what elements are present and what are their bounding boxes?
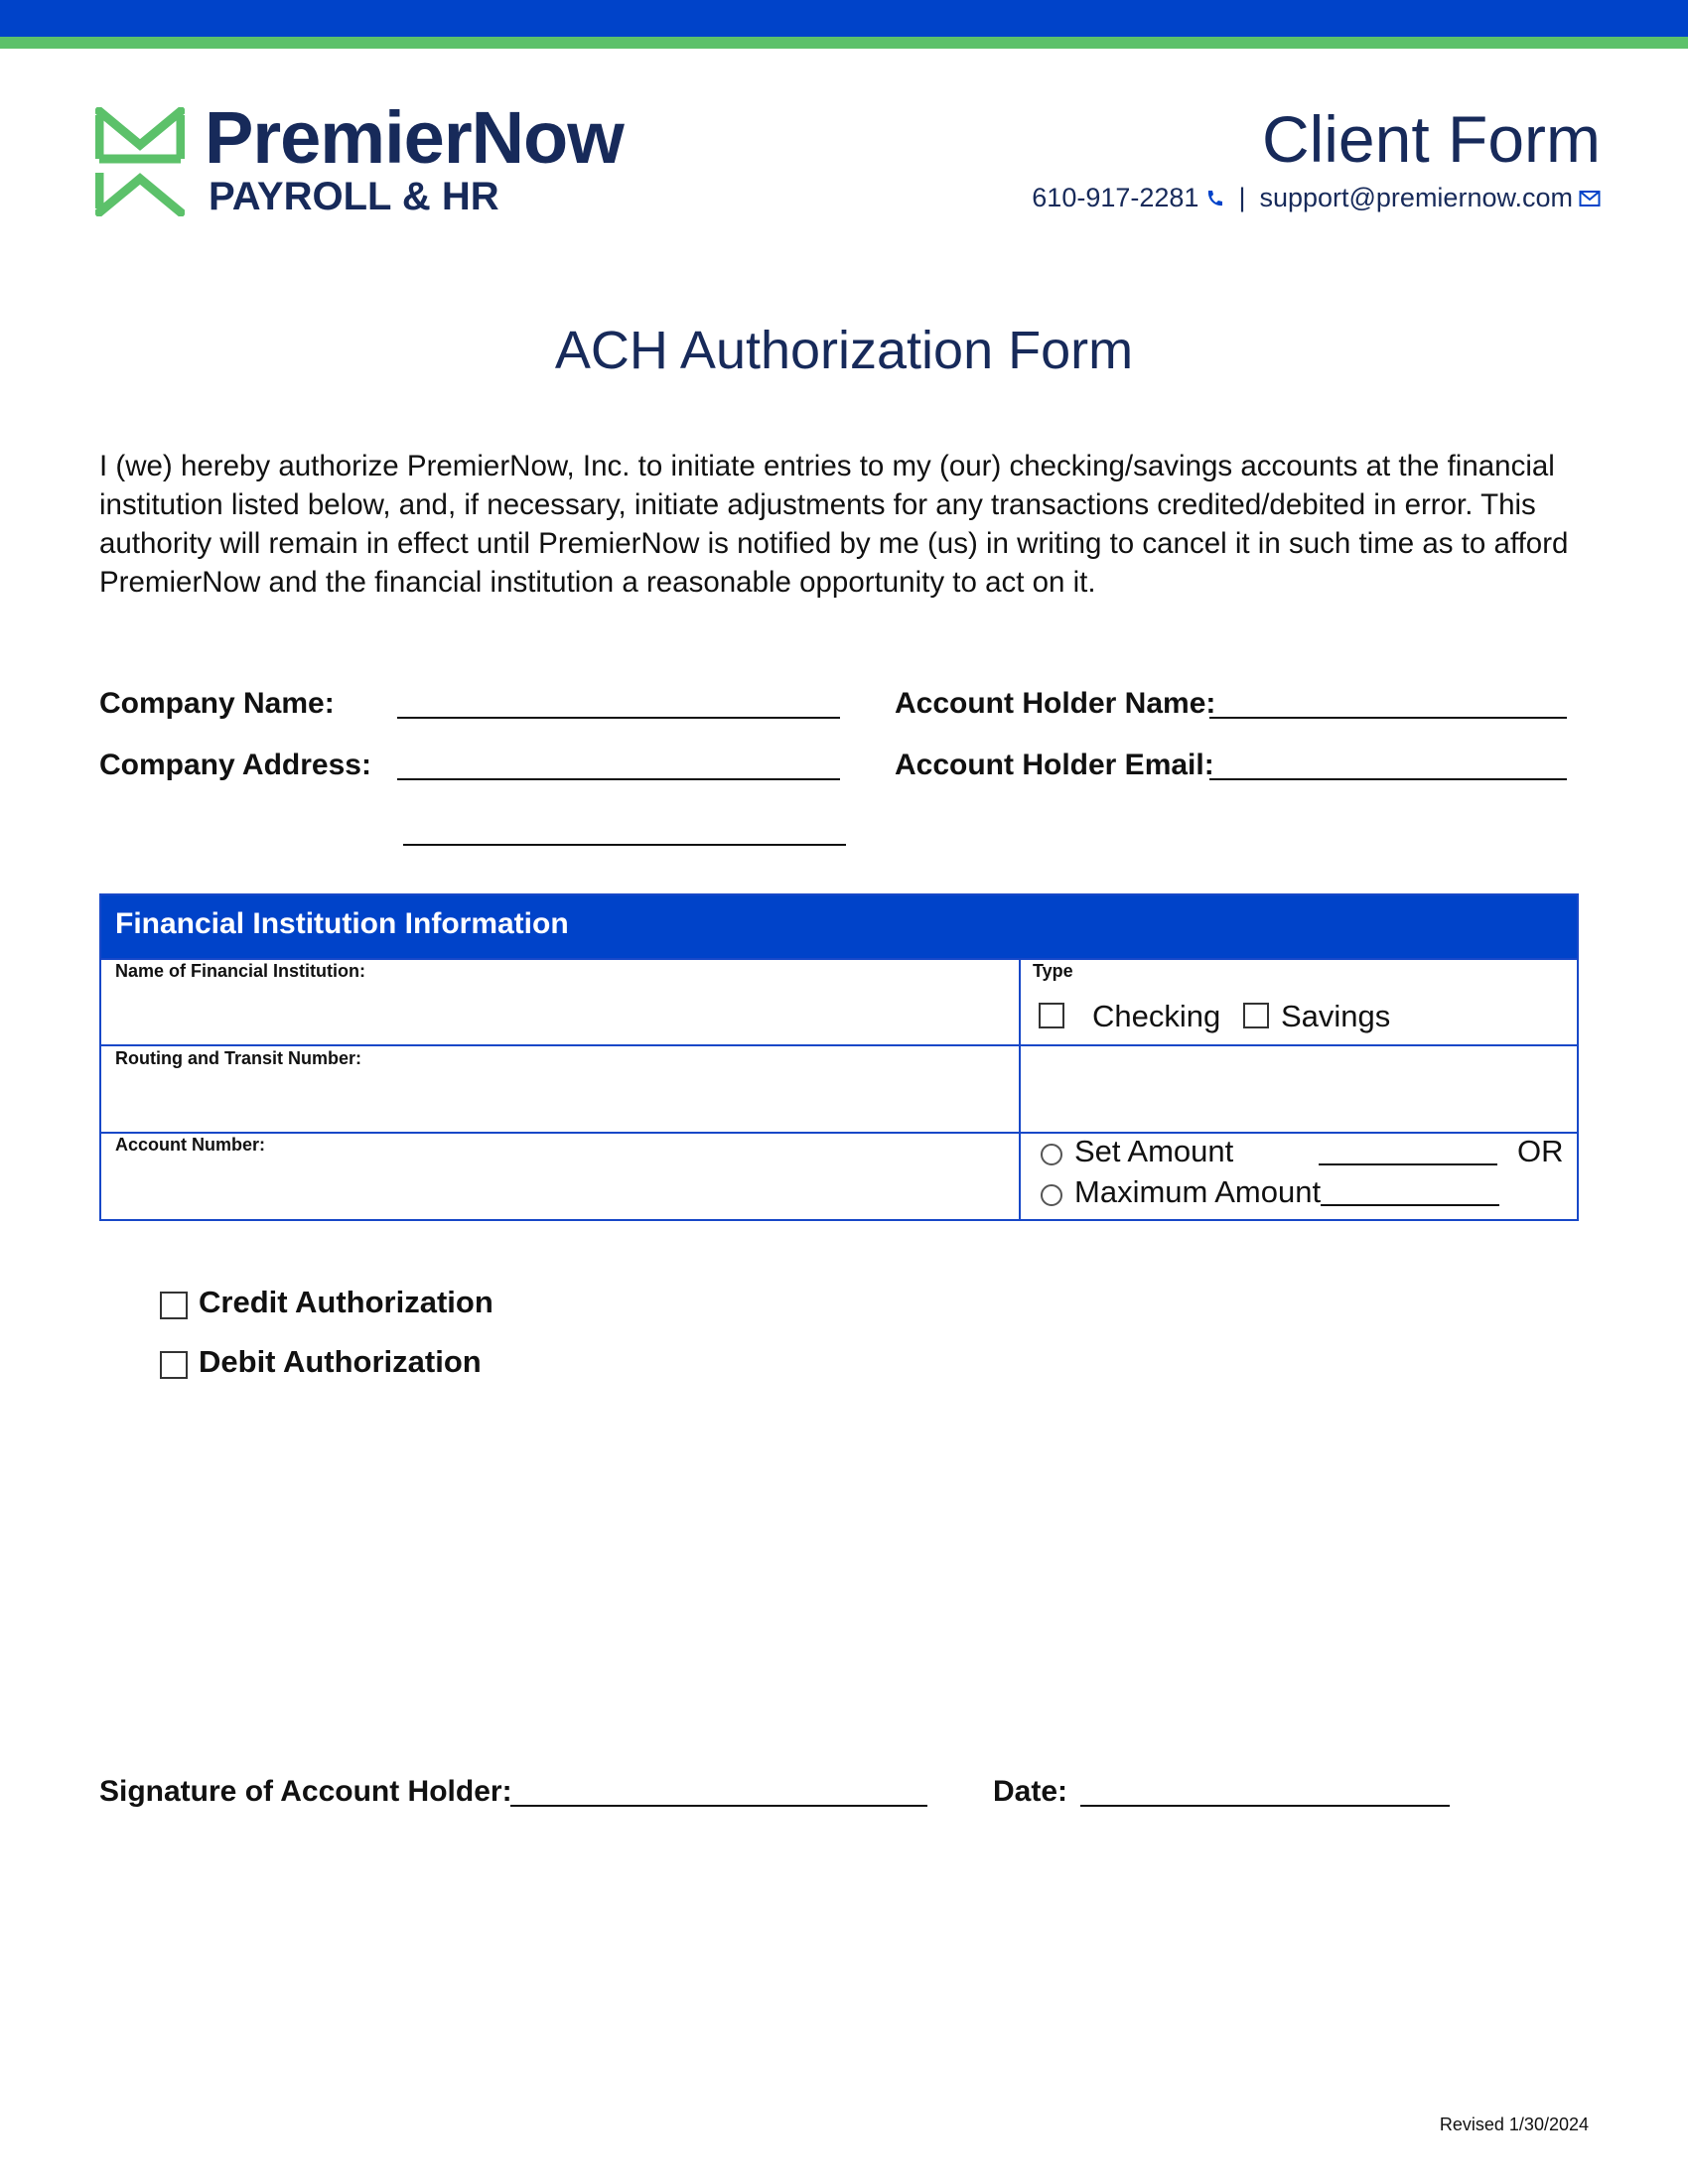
maximum-amount-line[interactable] bbox=[1321, 1204, 1499, 1206]
maximum-amount-radio[interactable] bbox=[1041, 1184, 1062, 1206]
set-amount-line[interactable] bbox=[1319, 1163, 1497, 1165]
envelope-icon bbox=[1579, 190, 1601, 207]
maximum-amount-label: Maximum Amount bbox=[1074, 1174, 1322, 1209]
contact-line bbox=[1032, 183, 1601, 213]
checking-checkbox[interactable] bbox=[1039, 1003, 1064, 1028]
set-amount-radio[interactable] bbox=[1041, 1144, 1062, 1165]
client-form-title: Client Form bbox=[1261, 102, 1601, 176]
financial-institution-header bbox=[101, 895, 1577, 959]
brand-name: PremierNow bbox=[205, 96, 624, 179]
phone-icon bbox=[1204, 189, 1224, 208]
signature-label: Signature of Account Holder: bbox=[99, 1775, 512, 1808]
support-email[interactable]: support@premiernow.com bbox=[1259, 183, 1573, 212]
set-amount-label: Set Amount bbox=[1074, 1134, 1234, 1168]
financial-institution-header-text: Financial Institution Information bbox=[115, 907, 569, 940]
contact-separator: | bbox=[1238, 183, 1246, 212]
brand-subtitle: PAYROLL & HR bbox=[209, 175, 499, 218]
savings-option-label: Savings bbox=[1281, 999, 1391, 1033]
account-holder-email-line[interactable] bbox=[1209, 778, 1567, 780]
credit-authorization-label: Credit Authorization bbox=[199, 1285, 493, 1319]
account-type-label: Type bbox=[1033, 961, 1073, 981]
table-divider bbox=[101, 1132, 1577, 1134]
account-holder-name-line[interactable] bbox=[1209, 717, 1567, 719]
credit-authorization-checkbox[interactable] bbox=[160, 1292, 188, 1319]
account-holder-name-label: Account Holder Name: bbox=[895, 687, 1216, 720]
financial-institution-table bbox=[99, 893, 1579, 1221]
date-line[interactable] bbox=[1080, 1805, 1450, 1807]
institution-name-label: Name of Financial Institution: bbox=[115, 961, 366, 981]
phone-number[interactable]: 610-917-2281 bbox=[1032, 183, 1199, 212]
authorization-paragraph: I (we) hereby authorize PremierNow, Inc. to initiate entries to my (our) checking/savings accounts at the financial institution listed below, and, if necessary, initiate adjustments for any transactions credited/debited in error. This authority will remain in effect until PremierNow is notified by me (us) in writing to cancel it in such time as to afford PremierNow and the financial institution a reasonable opportunity to act on it. bbox=[99, 450, 1569, 599]
table-column-divider bbox=[1019, 959, 1021, 1221]
debit-authorization-checkbox[interactable] bbox=[160, 1351, 188, 1379]
table-divider bbox=[101, 958, 1577, 960]
routing-number-label: Routing and Transit Number: bbox=[115, 1048, 362, 1068]
table-divider bbox=[101, 1044, 1577, 1046]
date-label: Date: bbox=[993, 1775, 1068, 1808]
top-brand-bar bbox=[0, 0, 1688, 37]
company-name-line[interactable] bbox=[397, 717, 840, 719]
debit-authorization-label: Debit Authorization bbox=[199, 1344, 482, 1379]
company-name-label: Company Name: bbox=[99, 687, 335, 720]
top-accent-bar bbox=[0, 37, 1688, 49]
account-holder-email-label: Account Holder Email: bbox=[895, 749, 1214, 781]
company-address-line-2[interactable] bbox=[403, 844, 846, 846]
company-address-line[interactable] bbox=[397, 778, 840, 780]
account-number-label: Account Number: bbox=[115, 1135, 266, 1155]
checking-option-label: Checking bbox=[1092, 999, 1221, 1033]
or-label: OR bbox=[1517, 1134, 1564, 1168]
signature-line[interactable] bbox=[510, 1805, 927, 1807]
premiernow-logo-icon bbox=[95, 107, 185, 216]
savings-checkbox[interactable] bbox=[1243, 1003, 1269, 1028]
revised-date: Revised 1/30/2024 bbox=[1439, 2115, 1589, 2134]
form-title: ACH Authorization Form bbox=[554, 321, 1134, 380]
company-address-label: Company Address: bbox=[99, 749, 371, 781]
